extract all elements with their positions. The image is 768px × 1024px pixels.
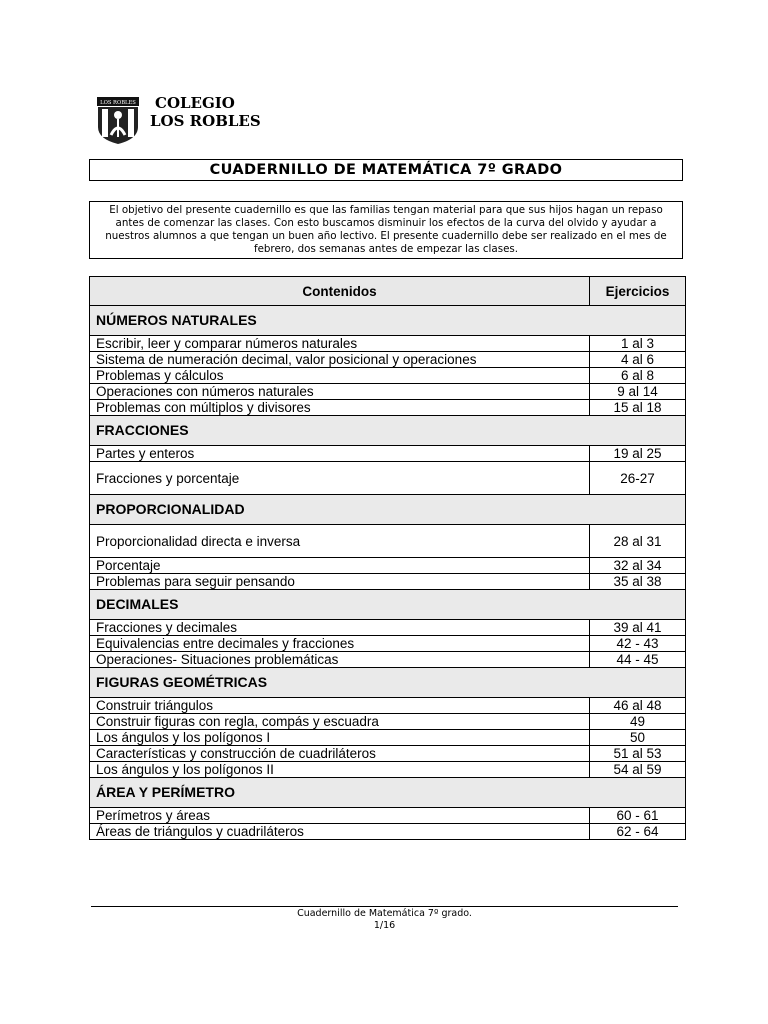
exercises-cell: 32 al 34 [590, 558, 686, 574]
section-row [90, 668, 686, 698]
section-title: NÚMEROS NATURALES [90, 306, 686, 336]
table-row [90, 446, 686, 462]
exercises-cell: 51 al 53 [590, 746, 686, 762]
table-row [90, 400, 686, 416]
table-header-row [90, 277, 686, 306]
topic-cell: Proporcionalidad directa e inversa [90, 525, 590, 558]
topic-cell: Problemas y cálculos [90, 368, 590, 384]
shield-icon [97, 97, 139, 145]
school-name-line1: COLEGIO [155, 94, 235, 112]
table-row [90, 525, 686, 558]
school-crest-logo [97, 97, 139, 145]
table-row [90, 352, 686, 368]
table-row [90, 574, 686, 590]
section-title: DECIMALES [90, 590, 686, 620]
exercises-cell: 6 al 8 [590, 368, 686, 384]
exercises-cell: 19 al 25 [590, 446, 686, 462]
exercises-cell: 35 al 38 [590, 574, 686, 590]
school-name-line2: LOS ROBLES [150, 112, 261, 130]
topic-cell: Operaciones con números naturales [90, 384, 590, 400]
table-row [90, 368, 686, 384]
document-title: CUADERNILLO DE MATEMÁTICA 7º GRADO [89, 159, 683, 181]
topic-cell: Los ángulos y los polígonos I [90, 730, 590, 746]
section-row [90, 590, 686, 620]
exercises-cell: 39 al 41 [590, 620, 686, 636]
topic-cell: Sistema de numeración decimal, valor posicional y operaciones [90, 352, 590, 368]
table-row [90, 558, 686, 574]
table-row [90, 384, 686, 400]
exercises-cell: 49 [590, 714, 686, 730]
footer-text: Cuadernillo de Matemática 7º grado. [297, 908, 472, 919]
topic-cell: Operaciones- Situaciones problemáticas [90, 652, 590, 668]
exercises-cell: 42 - 43 [590, 636, 686, 652]
table-row [90, 808, 686, 824]
topic-cell: Perímetros y áreas [90, 808, 590, 824]
topic-cell: Fracciones y decimales [90, 620, 590, 636]
topic-cell: Fracciones y porcentaje [90, 462, 590, 495]
table-row [90, 714, 686, 730]
exercises-cell: 9 al 14 [590, 384, 686, 400]
exercises-cell: 54 al 59 [590, 762, 686, 778]
topic-cell: Los ángulos y los polígonos II [90, 762, 590, 778]
section-row [90, 416, 686, 446]
section-title: PROPORCIONALIDAD [90, 495, 686, 525]
section-title: ÁREA Y PERÍMETRO [90, 778, 686, 808]
table-row [90, 652, 686, 668]
topic-cell: Porcentaje [90, 558, 590, 574]
exercises-cell: 4 al 6 [590, 352, 686, 368]
exercises-cell: 1 al 3 [590, 336, 686, 352]
footer-divider [91, 906, 678, 907]
table-row [90, 730, 686, 746]
exercises-cell: 44 - 45 [590, 652, 686, 668]
column-header-contents: Contenidos [90, 277, 590, 306]
section-title: FIGURAS GEOMÉTRICAS [90, 668, 686, 698]
table-row [90, 620, 686, 636]
topic-cell: Partes y enteros [90, 446, 590, 462]
exercises-cell: 28 al 31 [590, 525, 686, 558]
school-name [150, 94, 261, 130]
table-row [90, 698, 686, 714]
logo-text: LOS ROBLES [100, 100, 136, 106]
section-row [90, 778, 686, 808]
table-row [90, 746, 686, 762]
exercises-cell: 62 - 64 [590, 824, 686, 840]
table-row [90, 336, 686, 352]
table-row [90, 636, 686, 652]
topic-cell: Equivalencias entre decimales y fracciones [90, 636, 590, 652]
topic-cell: Problemas con múltiplos y divisores [90, 400, 590, 416]
page-number: 1/16 [373, 920, 396, 931]
page-footer [91, 908, 678, 932]
topic-cell: Áreas de triángulos y cuadriláteros [90, 824, 590, 840]
exercises-cell: 60 - 61 [590, 808, 686, 824]
table-row [90, 462, 686, 495]
topic-cell: Construir triángulos [90, 698, 590, 714]
exercises-cell: 46 al 48 [590, 698, 686, 714]
exercises-cell: 50 [590, 730, 686, 746]
table-row [90, 824, 686, 840]
table-row [90, 762, 686, 778]
column-header-exercises: Ejercicios [590, 277, 686, 306]
section-title: FRACCIONES [90, 416, 686, 446]
topic-cell: Problemas para seguir pensando [90, 574, 590, 590]
section-row [90, 306, 686, 336]
topic-cell: Construir figuras con regla, compás y escuadra [90, 714, 590, 730]
topic-cell: Escribir, leer y comparar números naturales [90, 336, 590, 352]
topic-cell: Características y construcción de cuadriláteros [90, 746, 590, 762]
intro-paragraph: El objetivo del presente cuadernillo es que las familias tengan material para que sus hijos hagan un repaso antes de comenzar las clases. Con esto buscamos disminuir los efectos de la curva del olvido y ayudar a nuestros alumnos a que tengan un buen año lectivo. El presente cuadernillo debe ser realizado en el mes de febrero, dos semanas antes de empezar las clases. [89, 201, 683, 259]
exercises-cell: 15 al 18 [590, 400, 686, 416]
section-row [90, 495, 686, 525]
exercises-cell: 26-27 [590, 462, 686, 495]
contents-table [89, 276, 686, 840]
